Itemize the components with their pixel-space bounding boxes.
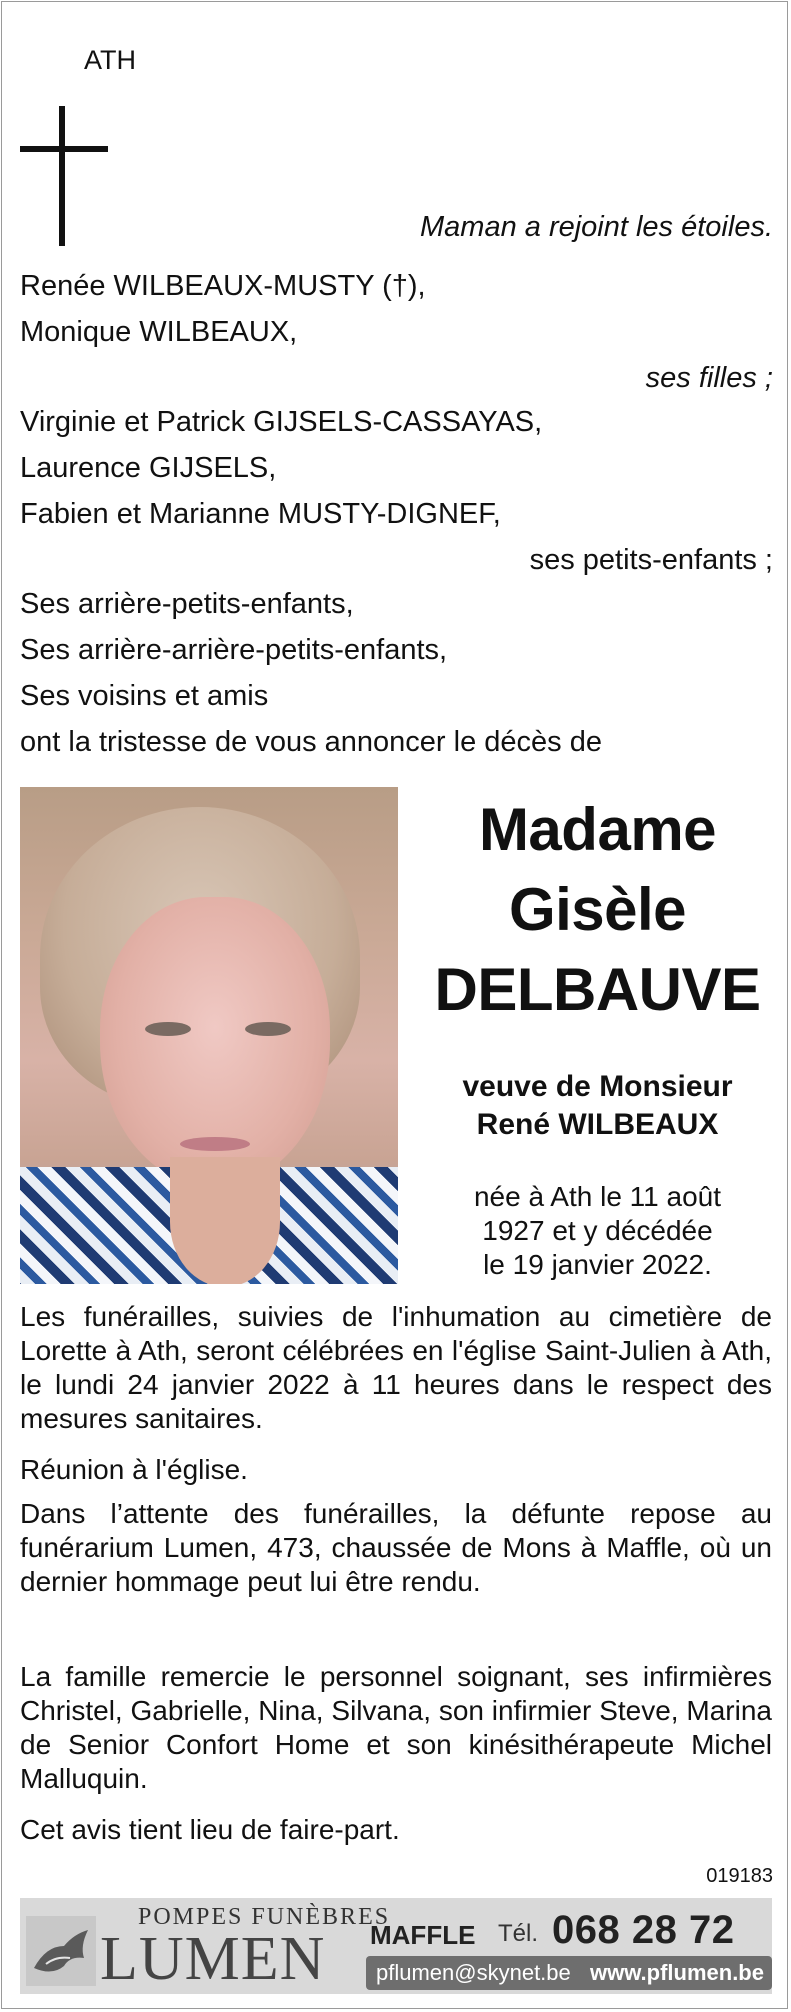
deceased-name bbox=[420, 790, 775, 1030]
funeral-home-banner bbox=[20, 1898, 772, 1994]
birth-info bbox=[420, 1180, 775, 1282]
family-line: Laurence GIJSELS, bbox=[20, 452, 277, 484]
family-line: Ses arrière-petits-enfants, bbox=[20, 588, 354, 620]
family-line: Monique WILBEAUX, bbox=[20, 316, 298, 348]
meeting-paragraph: Réunion à l'église. bbox=[20, 1454, 248, 1485]
grandchildren-role: ses petits-enfants ; bbox=[529, 544, 773, 576]
rest-paragraph: Dans l’attente des funérailles, la défunte repose au funérarium Lumen, 473, chaussée de Mons à Maffle, où un dernier hommage peut lui être rendu. bbox=[20, 1498, 772, 1597]
family-line: Ses arrière-arrière-petits-enfants, bbox=[20, 634, 448, 666]
thanks-paragraph: La famille remercie le personnel soignant, ses infirmières Christel, Gabrielle, Nina, Silvana, son infirmier Steve, Marina de Senior Confort Home et son kinésithérapeute Michel Malluquin. bbox=[20, 1661, 772, 1794]
deceased-title: Madame bbox=[478, 796, 717, 863]
deceased-last-name: DELBAUVE bbox=[434, 956, 761, 1023]
phone-number: 068 28 72 bbox=[552, 1908, 735, 1952]
deceased-portrait bbox=[20, 787, 398, 1284]
family-line: Ses voisins et amis bbox=[20, 680, 269, 712]
deceased-first-name: Gisèle bbox=[508, 876, 687, 943]
company-name: LUMEN bbox=[100, 1925, 326, 1993]
daughters-role: ses filles ; bbox=[645, 362, 773, 394]
email-link[interactable]: pflumen@skynet.be bbox=[376, 1960, 571, 1985]
family-line: Fabien et Marianne MUSTY-DIGNEF, bbox=[20, 498, 501, 530]
phone-label: Tél. bbox=[498, 1920, 539, 1947]
family-line: Virginie et Patrick GIJSELS-CASSAYAS, bbox=[20, 406, 543, 438]
widow-line: veuve de Monsieur bbox=[462, 1070, 733, 1103]
company-city: MAFFLE bbox=[370, 1920, 476, 1950]
company-top-label: POMPES FUNÈBRES bbox=[138, 1904, 391, 1930]
contact-bar bbox=[366, 1956, 772, 1990]
dove-logo-icon bbox=[26, 1916, 96, 1986]
epigraph: Maman a rejoint les étoiles. bbox=[420, 211, 773, 243]
birth-line: le 19 janvier 2022. bbox=[483, 1249, 712, 1280]
announcement-line: ont la tristesse de vous annoncer le décès de bbox=[20, 726, 602, 758]
birth-line: 1927 et y décédée bbox=[482, 1215, 713, 1246]
widow-line: René WILBEAUX bbox=[476, 1108, 719, 1141]
location-label: ATH bbox=[84, 45, 136, 75]
funeral-paragraph: Les funérailles, suivies de l'inhumation au cimetière de Lorette à Ath, seront célébrées en l'église Saint-Julien à Ath, le lundi 24 janvier 2022 à 11 heures dans le respect des mesures sanitaires. bbox=[20, 1301, 772, 1434]
widow-info bbox=[420, 1068, 775, 1144]
website-link[interactable]: www.pflumen.be bbox=[590, 1960, 764, 1985]
birth-line: née à Ath le 11 août bbox=[473, 1181, 722, 1212]
notice-paragraph: Cet avis tient lieu de faire-part. bbox=[20, 1814, 400, 1845]
reference-number: 019183 bbox=[706, 1865, 773, 1887]
family-line: Renée WILBEAUX-MUSTY (†), bbox=[20, 270, 426, 302]
